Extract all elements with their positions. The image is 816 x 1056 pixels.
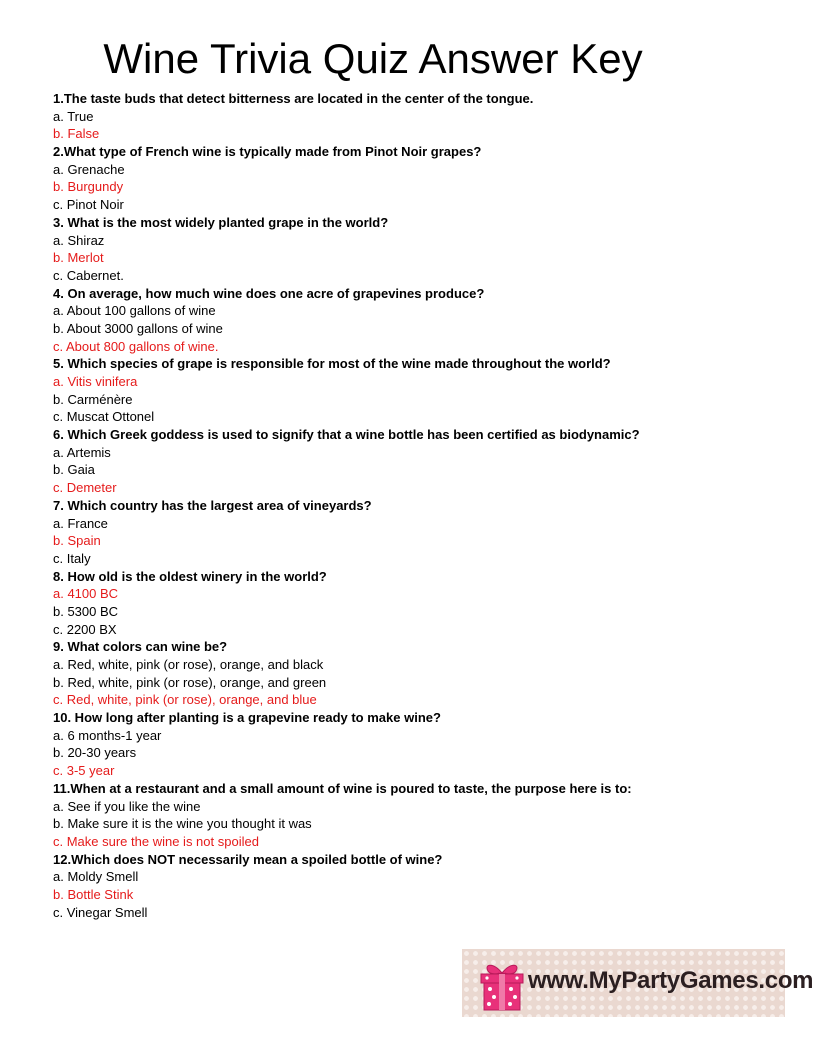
quiz-answer-list bbox=[53, 90, 773, 921]
answer-option: a. Artemis bbox=[53, 444, 111, 460]
correct-answer-option: c. Demeter bbox=[53, 480, 117, 496]
correct-answer-option: c. 3-5 year bbox=[53, 763, 115, 779]
correct-answer-option: c. About 800 gallons of wine. bbox=[53, 338, 219, 354]
answer-option: b. Carménère bbox=[53, 391, 133, 407]
footer-banner bbox=[462, 949, 814, 1017]
answer-option: a. France bbox=[53, 515, 108, 531]
gift-box-icon bbox=[479, 954, 525, 1012]
question-text: 7. Which country has the largest area of vineyards? bbox=[53, 497, 372, 513]
answer-option: b. 5300 BC bbox=[53, 603, 119, 619]
answer-option: c. Muscat Ottonel bbox=[53, 409, 155, 425]
question-text: 8. How old is the oldest winery in the world? bbox=[53, 568, 327, 584]
correct-answer-option: b. Spain bbox=[53, 533, 101, 549]
answer-option: a. Shiraz bbox=[53, 232, 105, 248]
question-text: 12.Which does NOT necessarily mean a spoiled bottle of wine? bbox=[53, 851, 443, 867]
correct-answer-option: b. Merlot bbox=[53, 250, 104, 266]
answer-option: a. See if you like the wine bbox=[53, 798, 201, 814]
answer-option: a. True bbox=[53, 108, 94, 124]
website-url[interactable]: www.MyPartyGames.com bbox=[528, 967, 814, 994]
correct-answer-option: b. Burgundy bbox=[53, 179, 124, 195]
answer-option: c. Italy bbox=[53, 550, 91, 566]
answer-option: a. Grenache bbox=[53, 161, 125, 177]
answer-option: c. Cabernet. bbox=[53, 267, 124, 283]
answer-option: b. 20-30 years bbox=[53, 745, 137, 761]
correct-answer-option: a. Vitis vinifera bbox=[53, 374, 138, 389]
question-text: 4. On average, how much wine does one acre of grapevines produce? bbox=[53, 285, 485, 301]
question-text: 10. How long after planting is a grapevine ready to make wine? bbox=[53, 710, 441, 726]
answer-option: b. Gaia bbox=[53, 462, 95, 478]
correct-answer-option: c. Red, white, pink (or rose), orange, and blue bbox=[53, 692, 317, 708]
answer-option: a. About 100 gallons of wine bbox=[53, 303, 216, 319]
answer-option: a. 6 months-1 year bbox=[53, 727, 162, 743]
answer-option: b. Red, white, pink (or rose), orange, and green bbox=[53, 674, 327, 690]
answer-option: c. Vinegar Smell bbox=[53, 904, 148, 920]
question-text: 3. What is the most widely planted grape in the world? bbox=[53, 214, 389, 230]
page-title: Wine Trivia Quiz Answer Key bbox=[103, 35, 643, 82]
question-text: 11.When at a restaurant and a small amount of wine is poured to taste, the purpose here is to: bbox=[53, 780, 632, 796]
question-text: 2.What type of French wine is typically made from Pinot Noir grapes? bbox=[53, 144, 482, 160]
answer-option: b. Make sure it is the wine you thought it was bbox=[53, 816, 312, 832]
correct-answer-option: a. 4100 BC bbox=[53, 586, 119, 602]
correct-answer-option: b. Bottle Stink bbox=[53, 886, 134, 902]
question-text: 9. What colors can wine be? bbox=[53, 639, 228, 655]
question-text: 5. Which species of grape is responsible for most of the wine made throughout the world? bbox=[53, 356, 611, 372]
question-text: 1.The taste buds that detect bitterness are located in the center of the tongue. bbox=[53, 91, 534, 106]
answer-option: a. Moldy Smell bbox=[53, 869, 139, 885]
answer-option: c. Pinot Noir bbox=[53, 197, 124, 213]
answer-option: a. Red, white, pink (or rose), orange, and black bbox=[53, 657, 324, 672]
question-text: 6. Which Greek goddess is used to signify that a wine bottle has been certified as biodynamic? bbox=[53, 427, 640, 443]
answer-option: c. 2200 BX bbox=[53, 621, 117, 637]
answer-option: b. About 3000 gallons of wine bbox=[53, 320, 223, 336]
correct-answer-option: c. Make sure the wine is not spoiled bbox=[53, 833, 259, 849]
correct-answer-option: b. False bbox=[53, 126, 100, 142]
